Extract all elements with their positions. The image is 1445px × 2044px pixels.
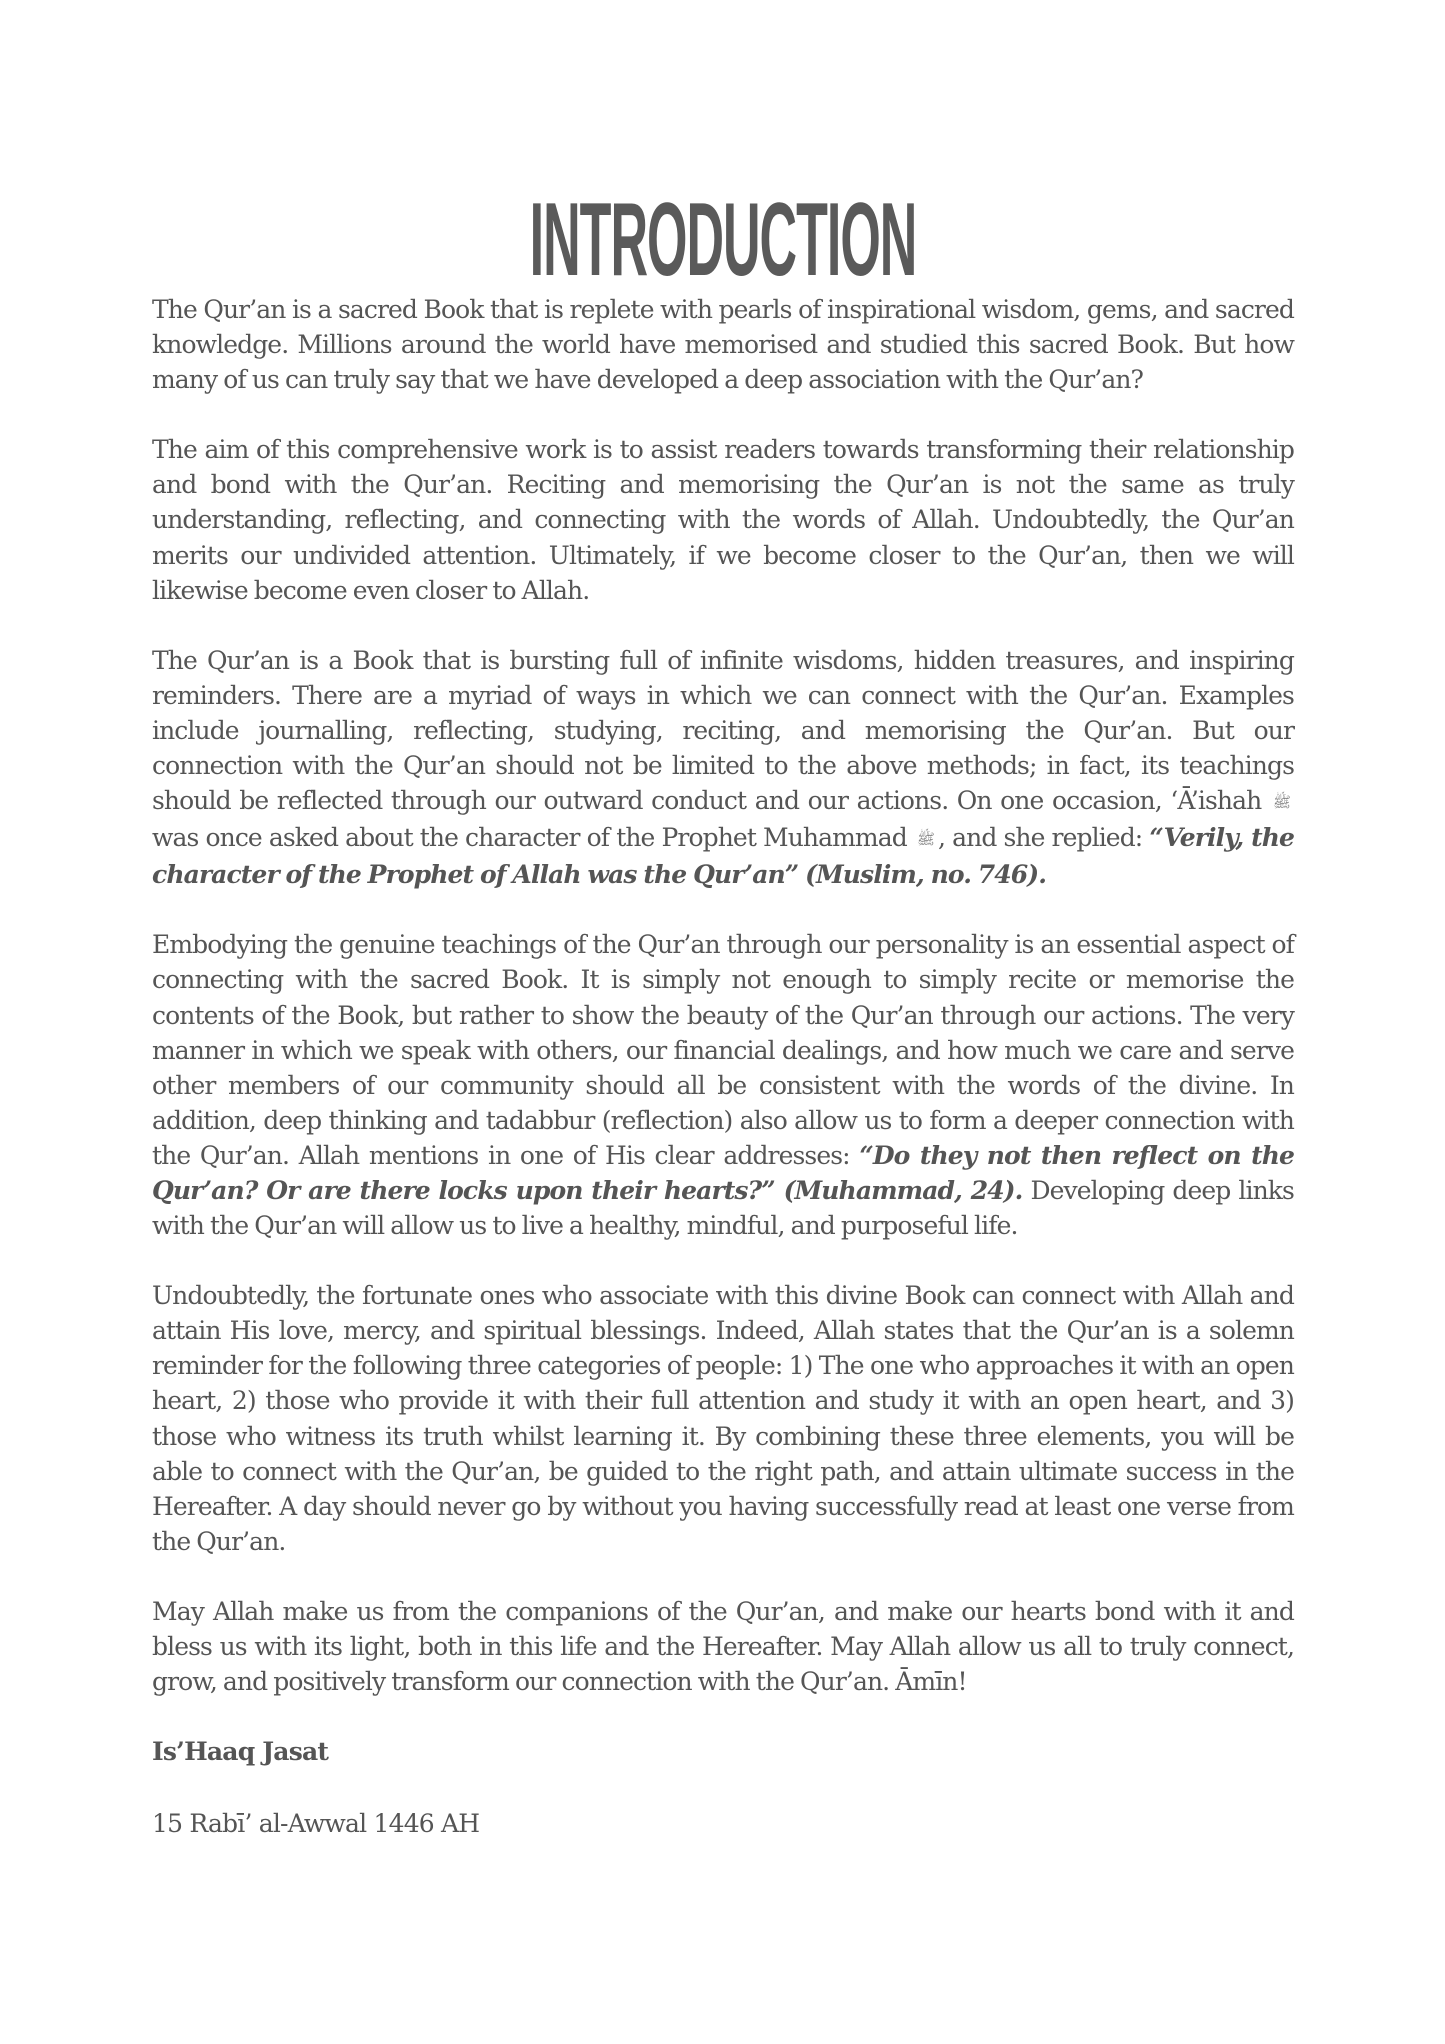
- paragraph-2: The aim of this comprehensive work is to assist readers towards transforming their relationship and bond with the Qur’an. Reciting and memorising the Qur’an is not the same as truly understanding, reflecting, and connecting with the words of Allah. Undoubtedly, the Qur’an merits our undivided attention. Ultimately, if we become closer to the Qur’an, then we will likewise become even closer to Allah.: [152, 435, 1294, 605]
- honorific-icon: ﷺ: [1272, 793, 1291, 812]
- page-title: INTRODUCTION: [529, 181, 917, 298]
- paragraph-1: The Qur’an is a sacred Book that is replete with pearls of inspirational wisdom, gems, and sacred knowledge. Millions around the world have memorised and studied this sacred Book. But how many of us can truly say that we have developed a deep association with the Qur’an?: [152, 295, 1294, 395]
- paragraph-4: [152, 927, 1294, 1243]
- paragraph-3: [152, 643, 1294, 893]
- paragraph-3-text-c: , and she replied:: [938, 823, 1143, 853]
- paragraph-6: May Allah make us from the companions of the Qur’an, and make our hearts bond with it and bless us with its light, both in this life and the Hereafter. May Allah allow us all to truly connect, grow, and positively transform our connection with the Qur’an. Āmīn!: [152, 1596, 1294, 1697]
- paragraph-4-text-a: Embodying the genuine teachings of the Qur’an through our personality is an essential aspect of connecting with the sacred Book. It is simply not enough to simply recite or memorise the contents of the Book, but rather to show the beauty of the Qur’an through our actions. The very manner in which we speak with others, our financial dealings, and how much we care and serve other members of our community should all be consistent with the words of the divine. In addition, deep thinking and tadabbur (reflection) also allow us to form a deeper connection with the Qur’an. Allah mentions in one of His clear addresses:: [152, 930, 1294, 1170]
- paragraph-4-text-b: Developing deep links with the Qur’an will allow us to live a healthy, mindful, and purposeful life.: [152, 1175, 1294, 1241]
- paragraph-5: Undoubtedly, the fortunate ones who associate with this divine Book can connect with Allah and attain His love, mercy, and spiritual blessings. Indeed, Allah states that the Qur’an is a solemn reminder for the following three categories of people: 1) The one who approaches it with an open heart, 2) those who provide it with their full attention and study it with an open heart, and 3) those who witness its truth whilst learning it. By combining these three elements, you will be able to connect with the Qur’an, be guided to the right path, and attain ultimate success in the Hereafter. A day should never go by without you having successfully read at least one verse from the Qur’an.: [152, 1281, 1294, 1556]
- introduction-body: [152, 292, 1294, 1841]
- quran-quote: “Do they not then reflect on the Qur’an? Or are there locks upon their hearts?” (Muhammad, 24).: [152, 1140, 1294, 1205]
- paragraph-3-text-b: was once asked about the character of the Prophet Muhammad: [152, 823, 907, 853]
- paragraph-3-text-a: The Qur’an is a Book that is bursting full of infinite wisdoms, hidden treasures, and inspiring reminders. There are a myriad of ways in which we can connect with the Qur’an. Examples include journalling, reflecting, studying, reciting, and memorising the Qur’an. But our connection with the Qur’an should not be limited to the above methods; in fact, its teachings should be reflected through our outward conduct and our actions. On one occasion, ‘Ā’ishah: [152, 645, 1294, 816]
- author-name: Is’Haaq Jasat: [152, 1737, 329, 1767]
- date-line: 15 Rabī’ al-Awwal 1446 AH: [152, 1809, 480, 1839]
- hadith-quote: “Verily, the character of the Prophet of Allah was the Qur’an” (Muslim, no. 746).: [152, 823, 1295, 890]
- honorific-icon: ﷺ: [916, 830, 936, 849]
